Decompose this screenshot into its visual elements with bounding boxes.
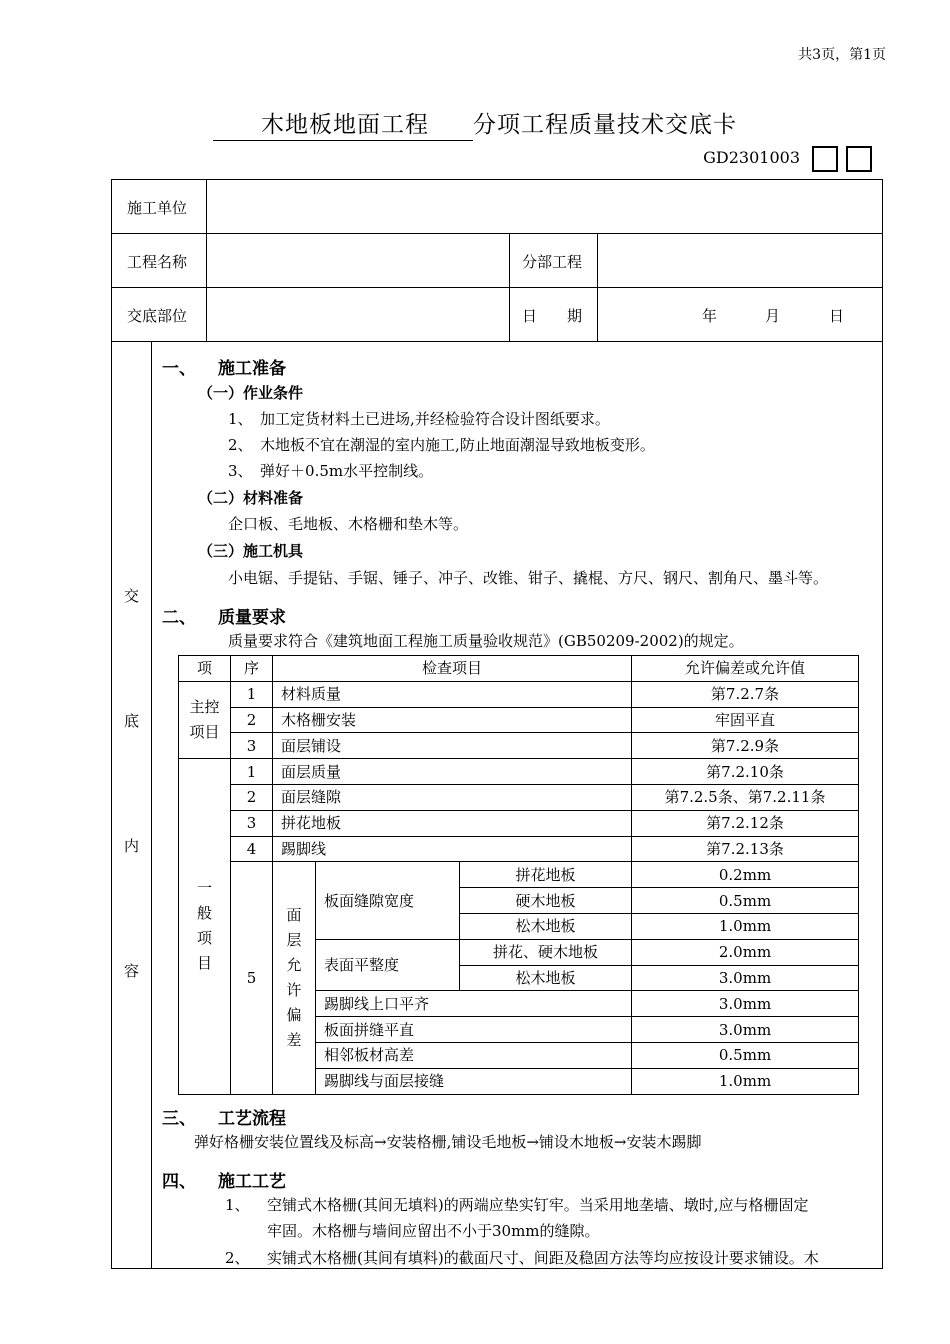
quality-table <box>178 655 859 1095</box>
list-item-number: 2、 <box>225 1249 250 1267</box>
sub-project-field[interactable] <box>601 236 879 284</box>
row-value: 第7.2.12条 <box>632 810 859 836</box>
tools-text: 小电锯、手提钻、手锯、锤子、冲子、改锥、钳子、撬棍、方尺、钢尺、割角尺、墨斗等。 <box>228 569 829 587</box>
process-flow-text: 弹好格栅安装位置线及标高→安装格栅,铺设毛地板→铺设木地板→安装木踢脚 <box>194 1133 702 1151</box>
general-group-label: 一般项目 <box>179 759 231 1094</box>
row-item: 踢脚线上口平齐 <box>316 991 632 1017</box>
row-seq: 3 <box>231 810 273 836</box>
divider <box>111 287 883 288</box>
side-label-char: 容 <box>124 962 140 980</box>
row-value: 第7.2.13条 <box>632 836 859 862</box>
row-seq: 2 <box>231 784 273 810</box>
row-seq: 1 <box>231 681 273 707</box>
row-value: 3.0mm <box>632 1017 859 1043</box>
list-item: 2、 木地板不宜在潮湿的室内施工,防止地面潮湿导致地板变形。 <box>228 436 655 454</box>
row-seq: 4 <box>231 836 273 862</box>
row-value: 1.0mm <box>632 1068 859 1094</box>
checkbox-2[interactable] <box>846 146 872 172</box>
table-row <box>179 784 859 810</box>
row-value: 第7.2.7条 <box>632 681 859 707</box>
date-day[interactable]: 日 <box>829 307 845 325</box>
table-row <box>179 862 859 888</box>
column-header: 项 <box>179 656 231 682</box>
sub-project-label: 分部工程 <box>522 253 583 271</box>
table-row <box>179 810 859 836</box>
title-project-name: 木地板地面工程 <box>213 106 473 141</box>
section-3-title: 工艺流程 <box>218 1109 286 1129</box>
row-subtype: 松木地板 <box>460 913 632 939</box>
row-value: 3.0mm <box>632 991 859 1017</box>
date-month[interactable]: 月 <box>765 307 781 325</box>
row-item: 面层铺设 <box>273 733 632 759</box>
section-1-number: 一、 <box>162 359 196 379</box>
divider <box>111 233 883 234</box>
handover-part-label: 交底部位 <box>127 307 188 325</box>
main-group-label: 主控项目 <box>179 681 231 758</box>
project-name-label: 工程名称 <box>127 253 188 271</box>
list-item: 实铺式木格栅(其间有填料)的截面尺寸、间距及稳固方法等均应按设计要求铺设。木 <box>267 1249 819 1267</box>
row-seq: 5 <box>231 862 273 1094</box>
row-value: 3.0mm <box>632 965 859 991</box>
divider <box>597 233 598 341</box>
row-item: 踢脚线 <box>273 836 632 862</box>
date-year[interactable]: 年 <box>702 307 718 325</box>
document-code: GD2301003 <box>703 148 800 167</box>
row-item: 材料质量 <box>273 681 632 707</box>
row-value: 0.2mm <box>632 862 859 888</box>
divider <box>151 341 152 1269</box>
construction-unit-label: 施工单位 <box>127 199 188 217</box>
handover-part-field[interactable] <box>210 290 505 338</box>
row-item: 踢脚线与面层接缝 <box>316 1068 632 1094</box>
side-label-char: 底 <box>124 712 140 730</box>
list-item-number: 1、 <box>225 1196 250 1214</box>
list-item: 牢固。木格栅与墙间应留出不小于30mm的缝隙。 <box>267 1222 600 1240</box>
table-row <box>179 681 859 707</box>
row-item: 拼花地板 <box>273 810 632 836</box>
column-header: 允许偏差或允许值 <box>632 656 859 682</box>
row-item: 板面拼缝平直 <box>316 1017 632 1043</box>
row-value: 第7.2.5条、第7.2.11条 <box>632 784 859 810</box>
construction-unit-field[interactable] <box>210 182 878 230</box>
row-item: 面层质量 <box>273 759 632 785</box>
list-item: 3、 弹好＋0.5m水平控制线。 <box>228 462 434 480</box>
row-item: 表面平整度 <box>316 939 460 991</box>
subsection-2-title: （二）材料准备 <box>198 489 304 507</box>
row-seq: 2 <box>231 707 273 733</box>
subsection-1-title: （一）作业条件 <box>198 384 304 402</box>
row-value: 牢固平直 <box>632 707 859 733</box>
row-subtype: 拼花地板 <box>460 862 632 888</box>
row-subtype: 硬木地板 <box>460 888 632 914</box>
subsection-3-title: （三）施工机具 <box>198 542 304 560</box>
row-value: 第7.2.9条 <box>632 733 859 759</box>
date-label: 日 期 <box>522 307 583 325</box>
table-row <box>179 707 859 733</box>
section-1-title: 施工准备 <box>218 359 286 379</box>
list-item: 空铺式木格栅(其间无填料)的两端应垫实钉牢。当采用地垄墙、墩时,应与格栅固定 <box>267 1196 809 1214</box>
section-4-number: 四、 <box>162 1172 196 1192</box>
column-header: 序 <box>231 656 273 682</box>
row-seq: 3 <box>231 733 273 759</box>
tolerance-label: 面层允许偏差 <box>273 862 316 1094</box>
divider <box>509 233 510 341</box>
checkbox-1[interactable] <box>812 146 838 172</box>
list-item: 1、 加工定货材料土已进场,并经检验符合设计图纸要求。 <box>228 410 610 428</box>
project-name-field[interactable] <box>210 236 505 284</box>
materials-text: 企口板、毛地板、木格栅和垫木等。 <box>228 515 469 533</box>
row-value: 第7.2.10条 <box>632 759 859 785</box>
table-row <box>179 836 859 862</box>
document-title <box>0 106 950 141</box>
page-indicator: 共3页，第1页 <box>798 47 886 63</box>
row-value: 0.5mm <box>632 1042 859 1068</box>
table-row <box>179 733 859 759</box>
divider <box>111 341 883 342</box>
row-item: 面层缝隙 <box>273 784 632 810</box>
row-item: 板面缝隙宽度 <box>316 862 460 939</box>
row-subtype: 拼花、硬木地板 <box>460 939 632 965</box>
side-label-char: 交 <box>124 587 140 605</box>
table-header-row <box>179 656 859 682</box>
row-seq: 1 <box>231 759 273 785</box>
row-subtype: 松木地板 <box>460 965 632 991</box>
row-item: 相邻板材高差 <box>316 1042 632 1068</box>
table-row <box>179 759 859 785</box>
row-item: 木格栅安装 <box>273 707 632 733</box>
title-suffix: 分项工程质量技术交底卡 <box>473 112 737 138</box>
section-2-number: 二、 <box>162 608 196 628</box>
section-3-number: 三、 <box>162 1109 196 1129</box>
row-value: 2.0mm <box>632 939 859 965</box>
quality-intro: 质量要求符合《建筑地面工程施工质量验收规范》(GB50209-2002)的规定。 <box>228 632 744 650</box>
divider <box>206 179 207 341</box>
section-2-title: 质量要求 <box>218 608 286 628</box>
section-4-title: 施工工艺 <box>218 1172 286 1192</box>
row-value: 0.5mm <box>632 888 859 914</box>
row-value: 1.0mm <box>632 913 859 939</box>
column-header: 检查项目 <box>273 656 632 682</box>
side-label-char: 内 <box>124 837 140 855</box>
